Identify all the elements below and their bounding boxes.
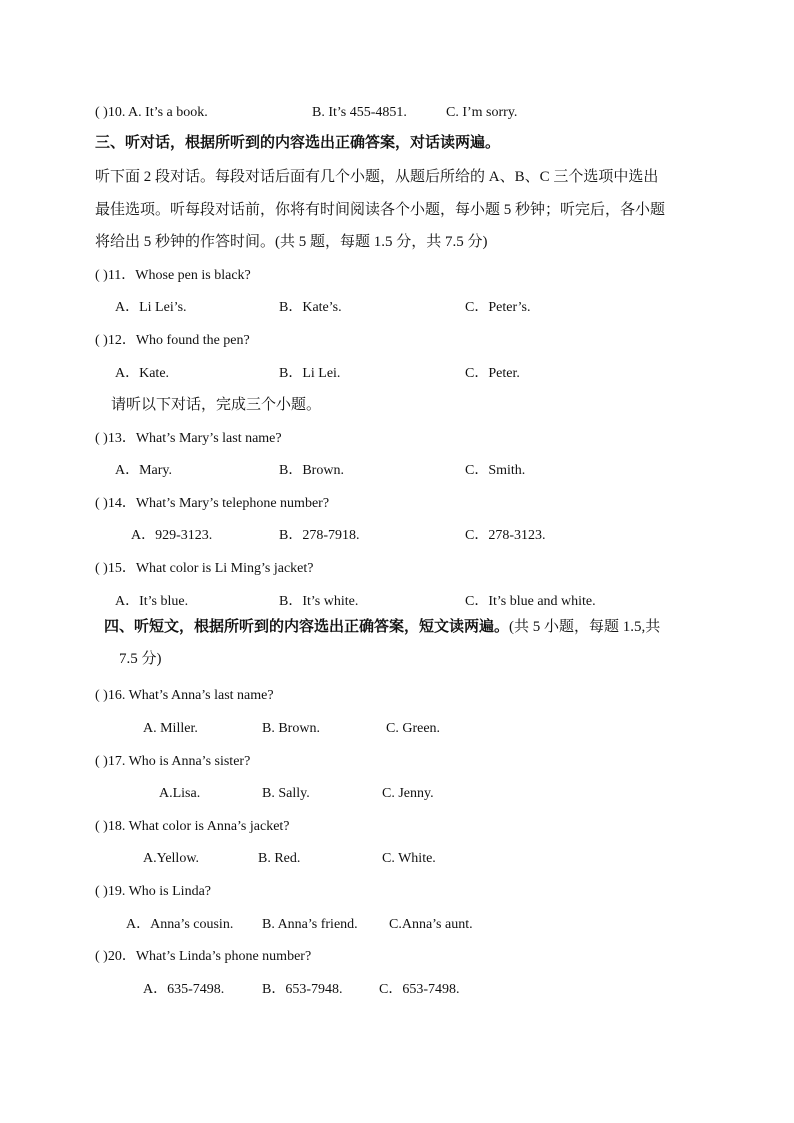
question-19-option-a: A．Anna’s cousin. [126,917,234,932]
question-15-option-a: A．It’s blue. [115,594,189,609]
question-18-option-c: C. White. [382,851,436,866]
question-10-option-c: C. I’m sorry. [446,105,518,120]
section-4-heading-tail: (共 5 小题，每题 1.5,共 [509,619,661,635]
section-3-heading: 三、听对话，根据所听到的内容选出正确答案，对话读两遍。 [95,135,501,151]
question-17-stem: ( )17. Who is Anna’s sister? [95,754,251,769]
section-3-instructions-line-2: 最佳选项。听每段对话前，你将有时间阅读各个小题，每小题 5 秒钟；听完后，各小题 [95,202,666,218]
question-16-option-c: C. Green. [386,721,441,736]
question-20-option-c: C．653-7498. [379,982,460,997]
dialog-2-intro: 请听以下对话，完成三个小题。 [111,397,322,413]
question-15-option-c: C．It’s blue and white. [465,594,596,609]
question-13-option-a: A．Mary. [115,463,173,478]
question-18-option-b: B. Red. [258,851,301,866]
question-20-option-a: A．635-7498. [143,982,225,997]
question-11-stem: ( )11．Whose pen is black? [95,268,251,283]
question-14-option-a: A．929-3123. [131,528,213,543]
question-12-option-a: A．Kate. [115,366,170,381]
question-13-option-c: C．Smith. [465,463,526,478]
question-19-option-b: B. Anna’s friend. [262,917,358,932]
question-11-option-a: A．Li Lei’s. [115,300,187,315]
question-16-option-a: A. Miller. [143,721,198,736]
question-18-option-a: A.Yellow. [143,851,200,866]
question-12-option-b: B．Li Lei. [279,366,341,381]
question-14-option-c: C．278-3123. [465,528,546,543]
section-4-heading-line-2: 7.5 分) [119,651,162,667]
question-17-option-a: A.Lisa. [159,786,201,801]
question-19-option-c: C.Anna’s aunt. [389,917,473,932]
question-17-option-c: C. Jenny. [382,786,434,801]
section-3-instructions-line-3: 将给出 5 秒钟的作答时间。(共 5 题，每题 1.5 分，共 7.5 分) [95,234,488,250]
question-20-stem: ( )20．What’s Linda’s phone number? [95,949,312,964]
question-15-option-b: B．It’s white. [279,594,359,609]
question-12-option-c: C．Peter. [465,366,520,381]
question-19-stem: ( )19. Who is Linda? [95,884,211,899]
question-16-stem: ( )16. What’s Anna’s last name? [95,688,274,703]
question-10-stem: ( )10. A. It’s a book. [95,105,208,120]
question-10-option-b: B. It’s 455-4851. [312,105,407,120]
question-11-option-b: B．Kate’s. [279,300,342,315]
question-12-stem: ( )12．Who found the pen? [95,333,250,348]
question-11-option-c: C．Peter’s. [465,300,531,315]
question-15-stem: ( )15．What color is Li Ming’s jacket? [95,561,314,576]
section-4-heading-bold: 四、听短文，根据所听到的内容选出正确答案，短文读两遍。 [104,619,510,635]
question-18-stem: ( )18. What color is Anna’s jacket? [95,819,290,834]
question-13-stem: ( )13．What’s Mary’s last name? [95,431,282,446]
section-4-heading [104,618,660,636]
question-20-option-b: B．653-7948. [262,982,343,997]
question-14-stem: ( )14．What’s Mary’s telephone number? [95,496,330,511]
question-13-option-b: B．Brown. [279,463,344,478]
section-3-instructions-line-1: 听下面 2 段对话。每段对话后面有几个小题，从题后所给的 A、B、C 三个选项中选出 [95,169,659,185]
question-14-option-b: B．278-7918. [279,528,360,543]
question-16-option-b: B. Brown. [262,721,320,736]
question-17-option-b: B. Sally. [262,786,310,801]
